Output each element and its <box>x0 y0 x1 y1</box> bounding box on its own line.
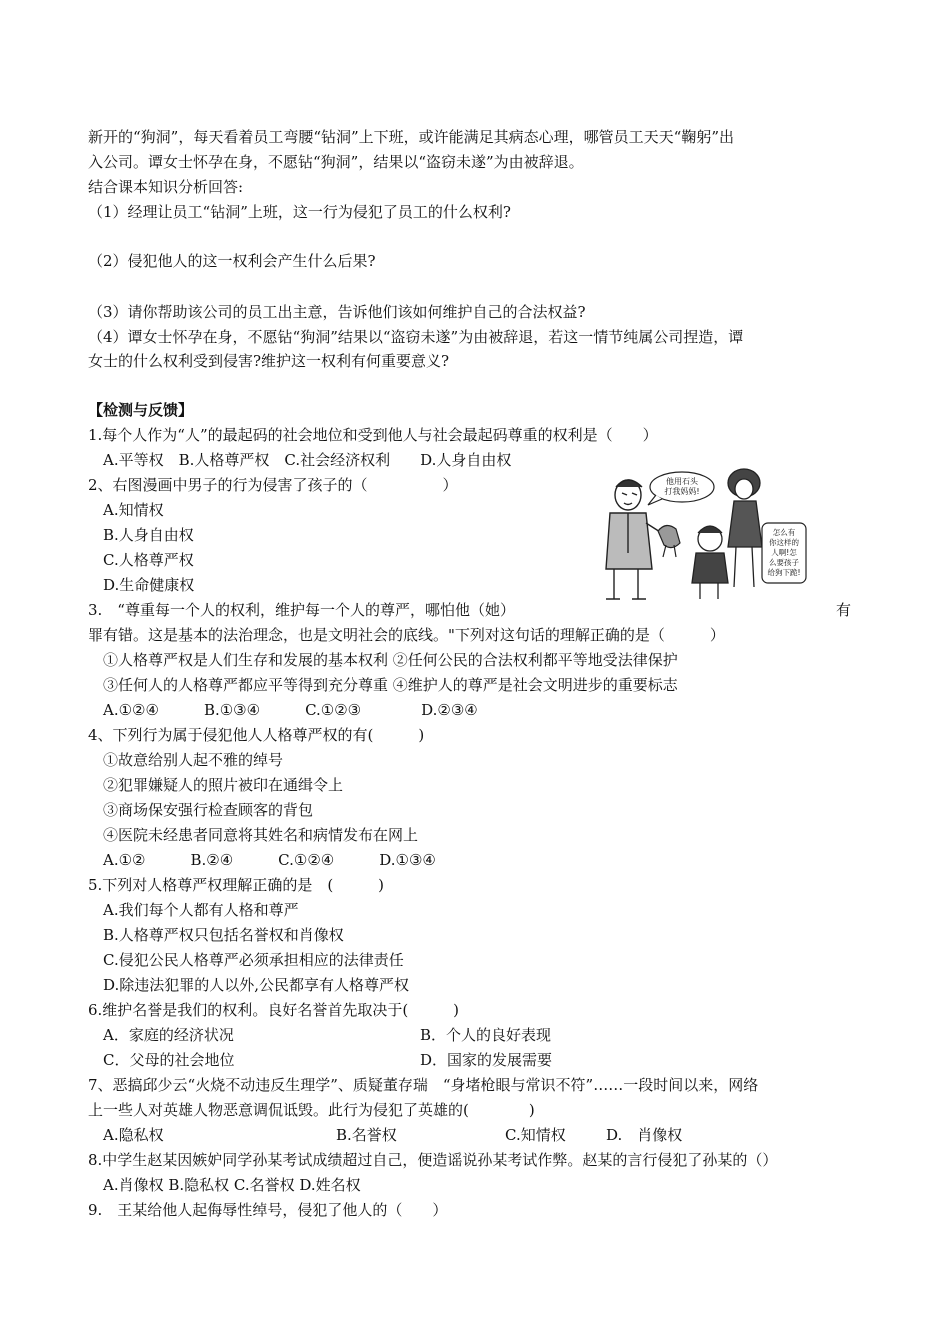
q2-stem: 2、右图漫画中男子的行为侵害了孩子的（ ） <box>88 476 458 494</box>
q4-stem: 4、下列行为属于侵犯他人人格尊严权的有( ) <box>88 726 425 744</box>
q7-stem-line-1: 7、恶搞邱少云“火烧不动违反生理学”、质疑董存瑞 “身堵枪眼与常识不符”……一段时间以来，网络 <box>88 1076 759 1094</box>
speech-bubble-right <box>762 523 806 583</box>
svg-text:他用石头: 他用石头 <box>666 477 698 486</box>
section-title: 【检测与反馈】 <box>88 401 194 419</box>
svg-text:打我妈妈!: 打我妈妈! <box>664 487 700 496</box>
q7-option-b: B.名誉权 <box>336 1126 397 1144</box>
dog-figure <box>658 525 680 557</box>
q8-stem: 8.中学生赵某因嫉妒同学孙某考试成绩超过自己，便造谣说孙某考试作弊。赵某的言行侵犯了孙某的（） <box>88 1151 778 1169</box>
q6-stem: 6.维护名誉是我们的权利。良好名誉首先取决于( ) <box>88 1001 460 1019</box>
q3-options: A.①②④ B.①③④ C.①②③ D.②③④ <box>103 701 478 719</box>
q6-option-d: D．国家的发展需要 <box>420 1051 553 1069</box>
case-question-3: （3）请你帮助该公司的员工出主意，告诉他们该如何维护自己的合法权益? <box>88 303 586 321</box>
q3-stem-line-2: 罪有错。这是基本的法治理念，也是文明社会的底线。"下列对这句话的理解正确的是（ ） <box>88 626 725 644</box>
q7-option-d: D. 肖像权 <box>606 1126 683 1144</box>
q5-option-b: B.人格尊严权只包括名誉权和肖像权 <box>103 926 344 944</box>
q3-stem-line-1: 3. “尊重每一个人的权利，维护每一个人的尊严，哪怕他（她） <box>88 601 515 619</box>
case-question-4-line-2: 女士的什么权利受到侵害?维护这一权利有何重要意义? <box>88 352 450 370</box>
cartoon-drawing <box>596 465 812 603</box>
q5-stem: 5.下列对人格尊严权理解正确的是 ( ) <box>88 876 385 894</box>
q6-option-b: B．个人的良好表现 <box>420 1026 552 1044</box>
q2-option-a: A.知情权 <box>103 501 164 519</box>
q1-options: A.平等权 B.人格尊严权 C.社会经济权利 D.人身自由权 <box>103 451 512 469</box>
q3-stem-line-1-end: 有 <box>836 601 852 619</box>
q7-stem-line-2: 上一些人对英雄人物恶意调侃诋毁。此行为侵犯了英雄的( ) <box>88 1101 535 1119</box>
q2-option-d: D.生命健康权 <box>103 576 195 594</box>
svg-text:给狗下跪!: 给狗下跪! <box>767 568 801 577</box>
q4-options: A.①② B.②④ C.①②④ D.①③④ <box>103 851 436 869</box>
intro-line-3: 结合课本知识分析回答: <box>88 178 244 196</box>
q6-option-a: A．家庭的经济状况 <box>103 1026 234 1044</box>
q4-statement-1: ①故意给别人起不雅的绰号 <box>103 751 284 769</box>
q5-option-c: C.侵犯公民人格尊严必须承担相应的法律责任 <box>103 951 404 969</box>
speech-bubble-left <box>648 472 714 505</box>
woman-figure <box>728 469 762 587</box>
svg-text:么要孩子: 么要孩子 <box>769 558 799 567</box>
child-figure <box>692 526 728 599</box>
svg-text:怎么有: 怎么有 <box>772 528 796 537</box>
cartoon-illustration <box>596 465 812 603</box>
q7-option-a: A.隐私权 <box>103 1126 164 1144</box>
q9-stem: 9. 王某给他人起侮辱性绰号，侵犯了他人的（ ） <box>88 1201 448 1219</box>
q8-options: A.肖像权 B.隐私权 C.名誉权 D.姓名权 <box>103 1176 361 1194</box>
q3-statements-2: ③任何人的人格尊严都应平等得到充分尊重 ④维护人的尊严是社会文明进步的重要标志 <box>103 676 678 694</box>
svg-text:人啊!怎: 人啊!怎 <box>771 548 797 557</box>
q2-option-c: C.人格尊严权 <box>103 551 194 569</box>
case-question-4-line-1: （4）谭女士怀孕在身，不愿钻“狗洞”结果以“盗窃未遂”为由被辞退，若这一情节纯属公司捏造，谭 <box>88 328 744 346</box>
q7-option-c: C.知情权 <box>505 1126 566 1144</box>
q4-statement-2: ②犯罪嫌疑人的照片被印在通缉令上 <box>103 776 344 794</box>
q4-statement-4: ④医院未经患者同意将其姓名和病情发布在网上 <box>103 826 419 844</box>
q5-option-a: A.我们每个人都有人格和尊严 <box>103 901 299 919</box>
q5-option-d: D.除违法犯罪的人以外,公民都享有人格尊严权 <box>103 976 410 994</box>
intro-line-1: 新开的“狗洞”，每天看着员工弯腰“钻洞”上下班，或许能满足其病态心理，哪管员工天天“鞠躬”出 <box>88 128 735 146</box>
svg-text:你这样的: 你这样的 <box>769 538 799 547</box>
case-question-2: （2）侵犯他人的这一权利会产生什么后果? <box>88 252 376 270</box>
q6-option-c: C．父母的社会地位 <box>103 1051 235 1069</box>
q4-statement-3: ③商场保安强行检查顾客的背包 <box>103 801 314 819</box>
case-question-1: （1）经理让员工“钻洞”上班，这一行为侵犯了员工的什么权利? <box>88 203 511 221</box>
q1-stem: 1.每个人作为“人”的最起码的社会地位和受到他人与社会最起码尊重的权利是（ ） <box>88 426 658 444</box>
q3-statements-1: ①人格尊严权是人们生存和发展的基本权利 ②任何公民的合法权利都平等地受法律保护 <box>103 651 678 669</box>
intro-line-2: 入公司。谭女士怀孕在身，不愿钻“狗洞”，结果以“盗窃未遂”为由被辞退。 <box>88 153 584 171</box>
q2-option-b: B.人身自由权 <box>103 526 194 544</box>
